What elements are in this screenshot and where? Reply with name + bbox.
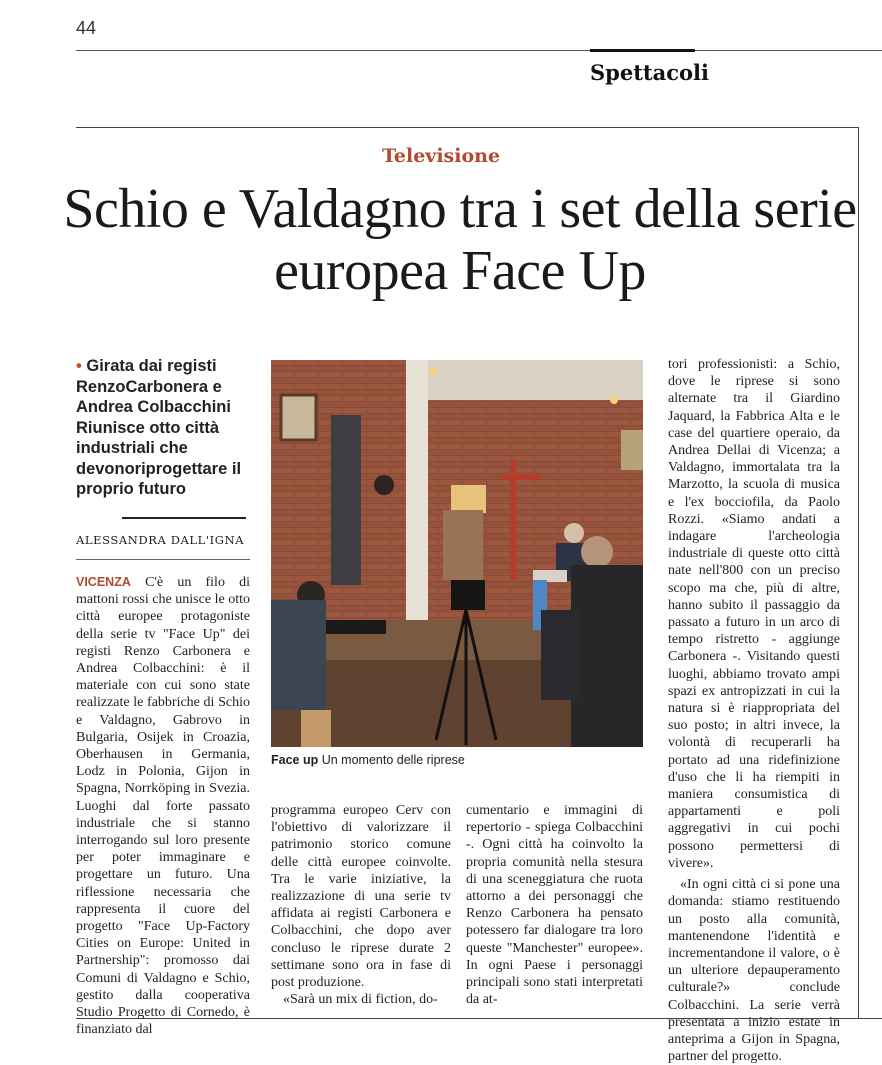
section-marker: [590, 49, 695, 52]
body-column-2: [271, 802, 451, 1008]
article-photo: [271, 360, 643, 747]
page-number: 44: [76, 18, 97, 38]
header-rule: [76, 127, 858, 128]
article-summary: [76, 356, 256, 500]
top-rule: [76, 50, 882, 51]
summary-rule: [122, 517, 246, 519]
body-column-1: [76, 574, 250, 1038]
column-4-paragraph-1: tori professionisti: a Schio, dove le riprese si sono alternate tra il Giardino Jaquard, la Fabbrica Alta e le case del quartiere operaio, da Andrea Dellai di Vicenza; a Valdagno, immortalata tra la Marzotto, la scuola di musica e l'ex bocciofila, da Paolo Rozzi. «Siamo andati a indagare l'archeologia industriale di queste otto città nate nell'800 con un preciso scopo ma che, più di altre, hanno subito il passaggio da passato a futuro in un arco di tempo ristretto - aggiunge Carbonera -. Visitando questi luoghi, abbiamo trovato ampi spazi ex antropizzati in cui la natura si è riappropriata del suo posto; in altri invece, la volontà di recuperarli ha portato ad una ridefinizione d'uso che li ha riempiti in maniera consumistica di appartamenti e poli aggregativi in cui pochi possono permettersi di vivere».: [668, 357, 840, 871]
article-author: ALESSANDRA DALL'IGNA: [76, 533, 245, 547]
section-title: Spettacoli: [590, 60, 709, 85]
dateline: VICENZA: [76, 575, 131, 589]
body-column-3: [466, 802, 643, 1008]
column-4-paragraph-2: «In ogni città ci si pone una domanda: stiamo restituendo un posto alla comunità, mantenendone l'identità e incrementandone il valore, o è un ulteriore depauperamento culturale?» conclude Colbacchini. La serie verrà presentata a inizio estate in anteprima a Gijon in Spagna, partner del progetto.: [668, 877, 840, 1065]
bullet-icon: •: [76, 357, 82, 375]
caption-label: Face up: [271, 753, 319, 767]
body-column-4: [668, 356, 840, 1065]
author-rule: [76, 559, 250, 560]
summary-text: Girata dai registi RenzoCarbonera e Andrea Colbacchini Riunisce otto città industriali che devonoriprogettare il proprio futuro: [76, 357, 242, 498]
column-2-paragraph-2: «Sarà un mix di fiction, do-: [283, 992, 438, 1008]
photo-caption: [271, 753, 465, 767]
bottom-rule: [76, 1018, 882, 1019]
article-kicker: Televisione: [381, 145, 501, 167]
column-1-text: C'è un filo di mattoni rossi che unisce le otto città europee protagoniste della serie tv "Face Up" dei registi Renzo Carbonera e Andrea Colbacchini: è il materiale con cui sono state realizzate le fabbriche di Schio e Valdagno, Gabrovo in Bulgaria, Osijek in Croazia, Oberhausen in Germania, Lodz in Polonia, Gijon in Spagna, Norrköping in Svezia. Luoghi dal forte passato industriale che si stanno interrogando sul loro presente per poter immaginare e progettare un futuro. Una riflessione necessaria che rappresenta il cuore del progetto "Face Up-Factory Cities on Europe: United in Partnership": promosso dai Comuni di Valdagno e Schio, gestito dalla cooperativa Studio Progetto di Cornedo, è finanziato dal: [76, 575, 251, 1038]
article-headline: Schio e Valdagno tra i set della serie europea Face Up: [63, 178, 857, 302]
column-2-paragraph-1: programma europeo Cerv con l'obiettivo di valorizzare il patrimonio storico comune delle città europee coinvolte. Tra le varie iniziative, la realizzazione di una serie tv affidata ai registi Carbonera e Colbacchini, che dopo aver concluso le riprese durate 2 settimane sono ora in fase di post produzione.: [271, 803, 451, 991]
column-3-paragraph: cumentario e immagini di repertorio - spiega Colbacchini -. Ogni città ha coinvolto la propria comunità nella stesura di una sceneggiatura che ruota attorno a dei personaggi che Renzo Carbonera ha pensato potessero far dialogare tra loro queste "Manchester" europee». In ogni Paese i personaggi principali sono stati interpretati da at-: [466, 803, 643, 1008]
caption-text: Un momento delle riprese: [321, 753, 465, 767]
film-set-photo: [271, 360, 643, 747]
